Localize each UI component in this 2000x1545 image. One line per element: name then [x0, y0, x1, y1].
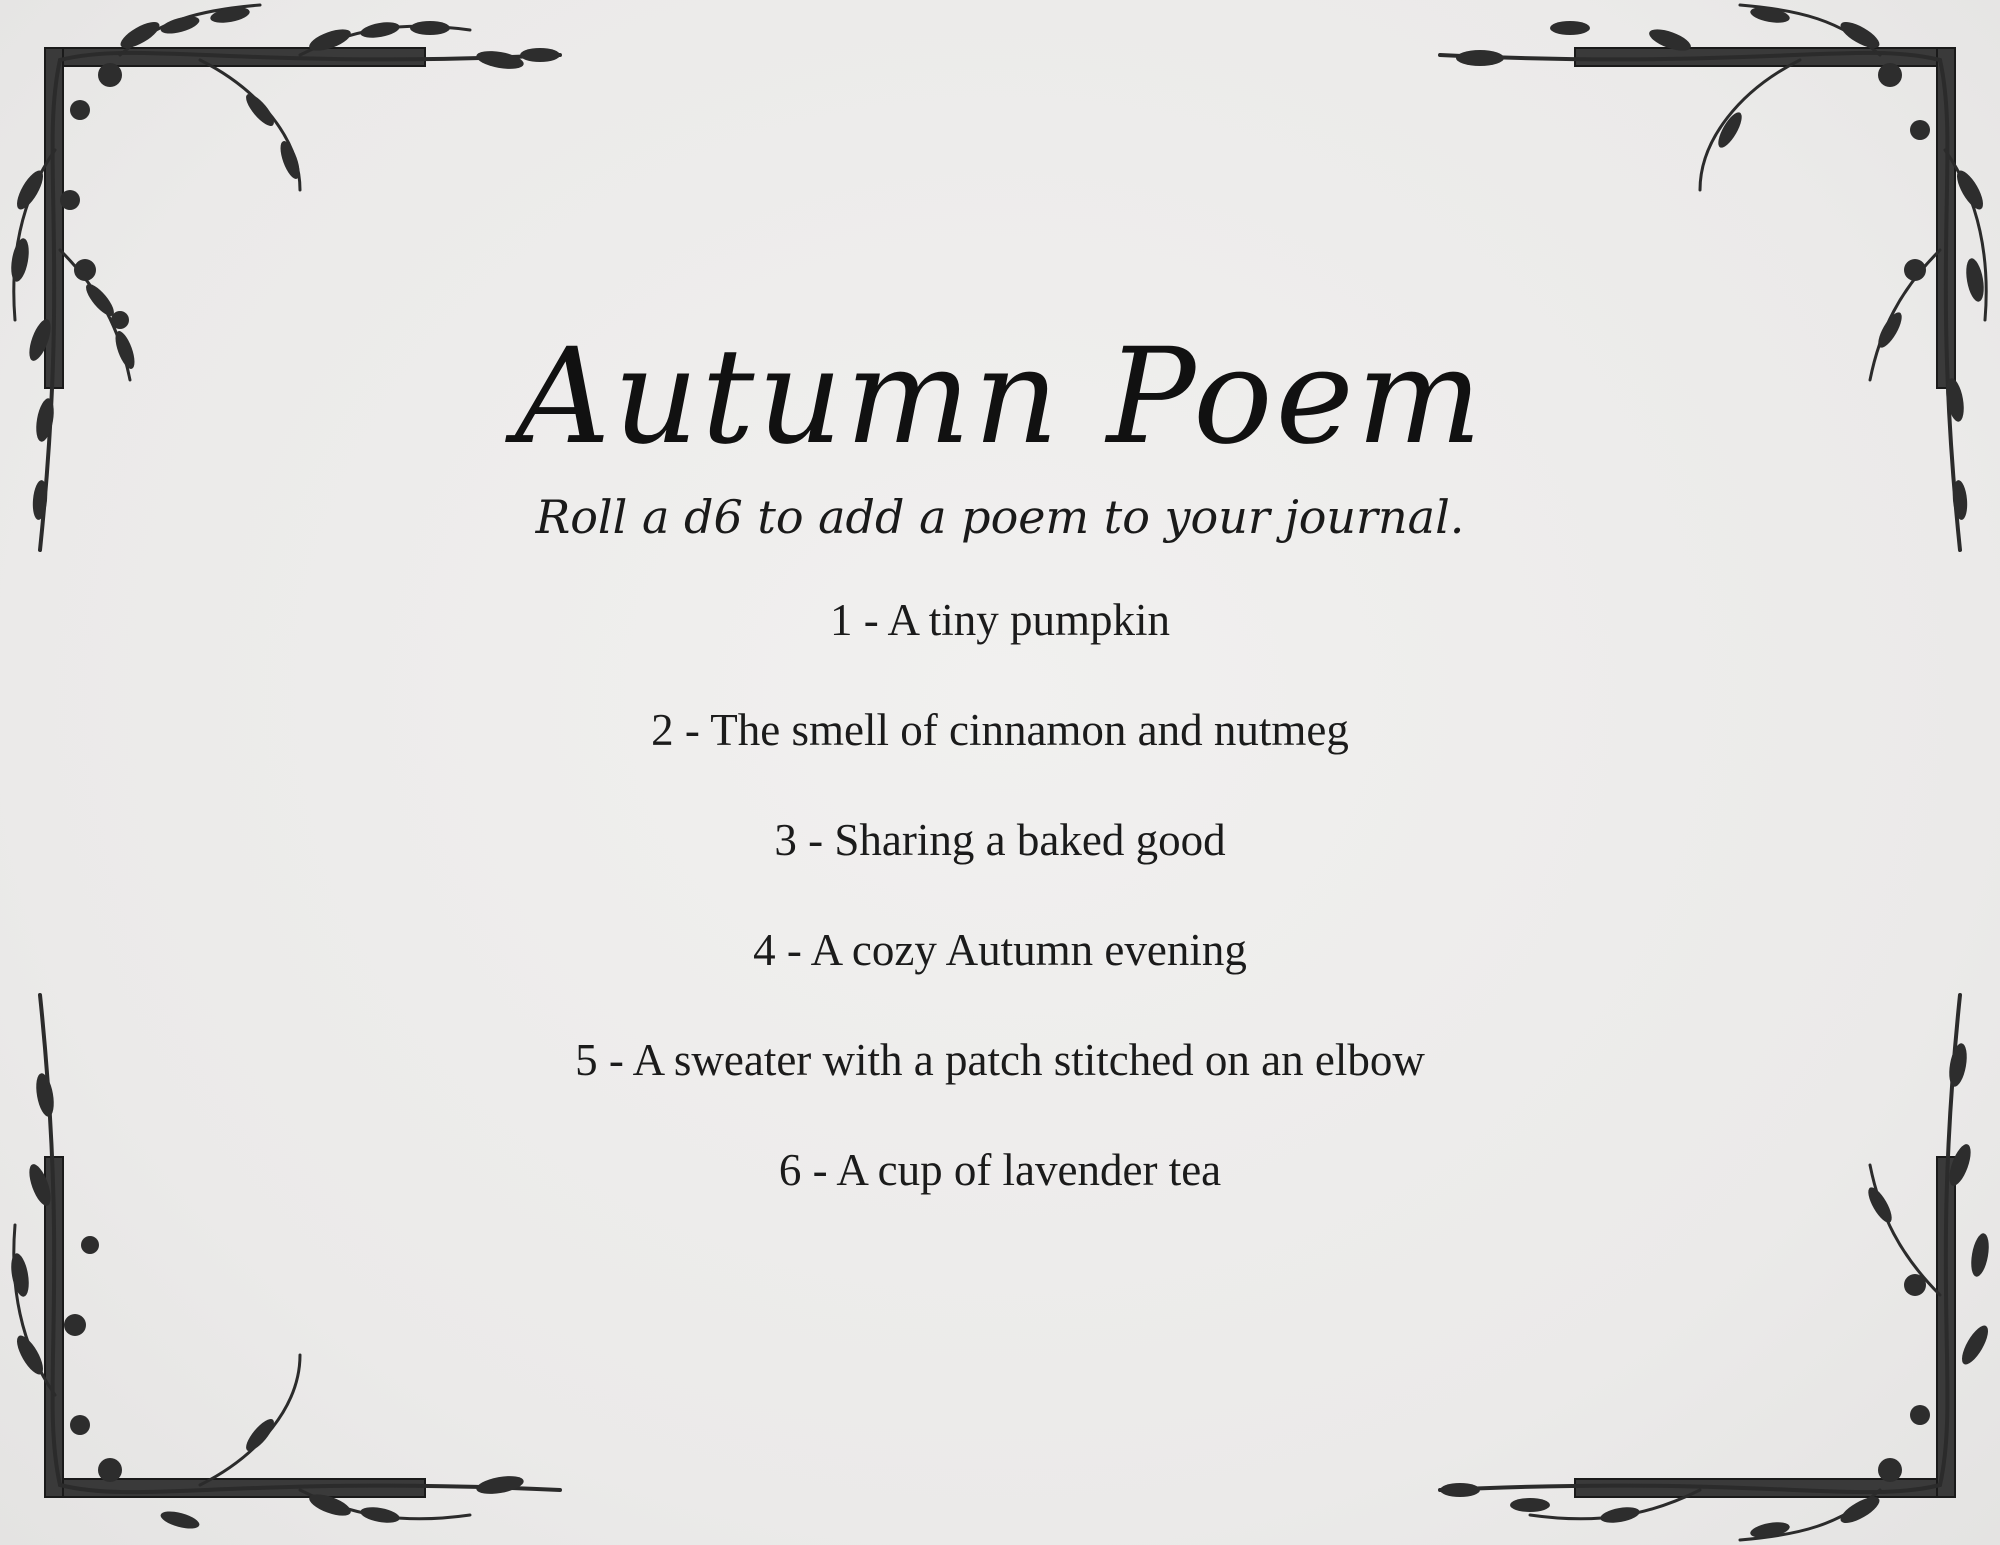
list-item: 3 - Sharing a baked good [774, 815, 1226, 865]
list-item: 5 - A sweater with a patch stitched on an elbow [575, 1035, 1425, 1085]
list-item: 4 - A cozy Autumn evening [753, 925, 1247, 975]
list-item: 2 - The smell of cinnamon and nutmeg [651, 705, 1349, 755]
page-subtitle: Roll a d6 to add a poem to your journal. [535, 490, 1465, 544]
prompt-list [0, 590, 2000, 1250]
list-item: 6 - A cup of lavender tea [778, 1145, 1222, 1195]
page-title: Autumn Poem [515, 320, 1485, 474]
list-item: 1 - A tiny pumpkin [829, 595, 1171, 645]
